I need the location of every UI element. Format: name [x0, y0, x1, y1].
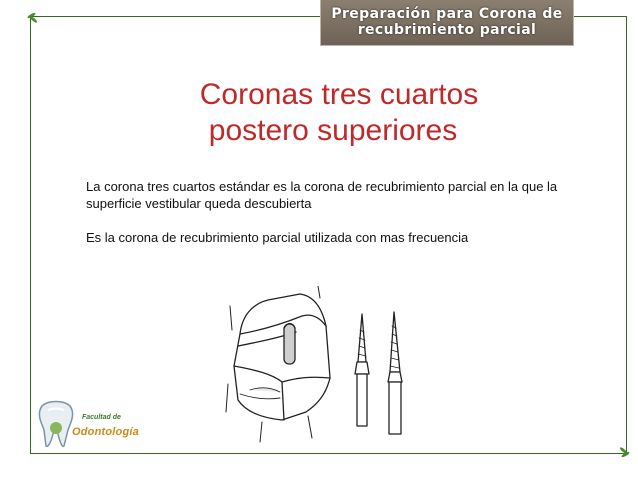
corner-leaf-decoration — [29, 15, 38, 23]
header-badge-line2: recubrimiento parcial — [357, 22, 537, 38]
crown-preparation-illustration — [222, 286, 434, 444]
slide-title-line2: postero superiores — [208, 114, 458, 147]
tooth-occlusal-line — [240, 315, 326, 334]
logo-text-faculty: Facultad de — [82, 414, 121, 421]
tooth-vestibular-edge — [234, 366, 284, 420]
dental-bur-left — [355, 314, 369, 426]
paragraph-frequency: Es la corona de recubrimiento parcial utilizada con mas frecuencia — [86, 230, 469, 245]
tooth-groove — [284, 324, 295, 364]
tooth-logo-icon — [36, 398, 76, 450]
paragraph-definition: La corona tres cuartos estándar es la corona de recubrimiento parcial en la que la superficie vestibular queda descubierta — [86, 179, 558, 211]
dental-bur-right — [388, 312, 402, 434]
prepared-tooth-outline — [234, 294, 330, 420]
header-badge-line1: Preparación para Corona de — [331, 6, 563, 22]
logo-text-odontologia: Odontología — [72, 426, 139, 438]
header-badge — [320, 0, 574, 46]
slide-title-line1: Coronas tres cuartos — [199, 78, 479, 111]
